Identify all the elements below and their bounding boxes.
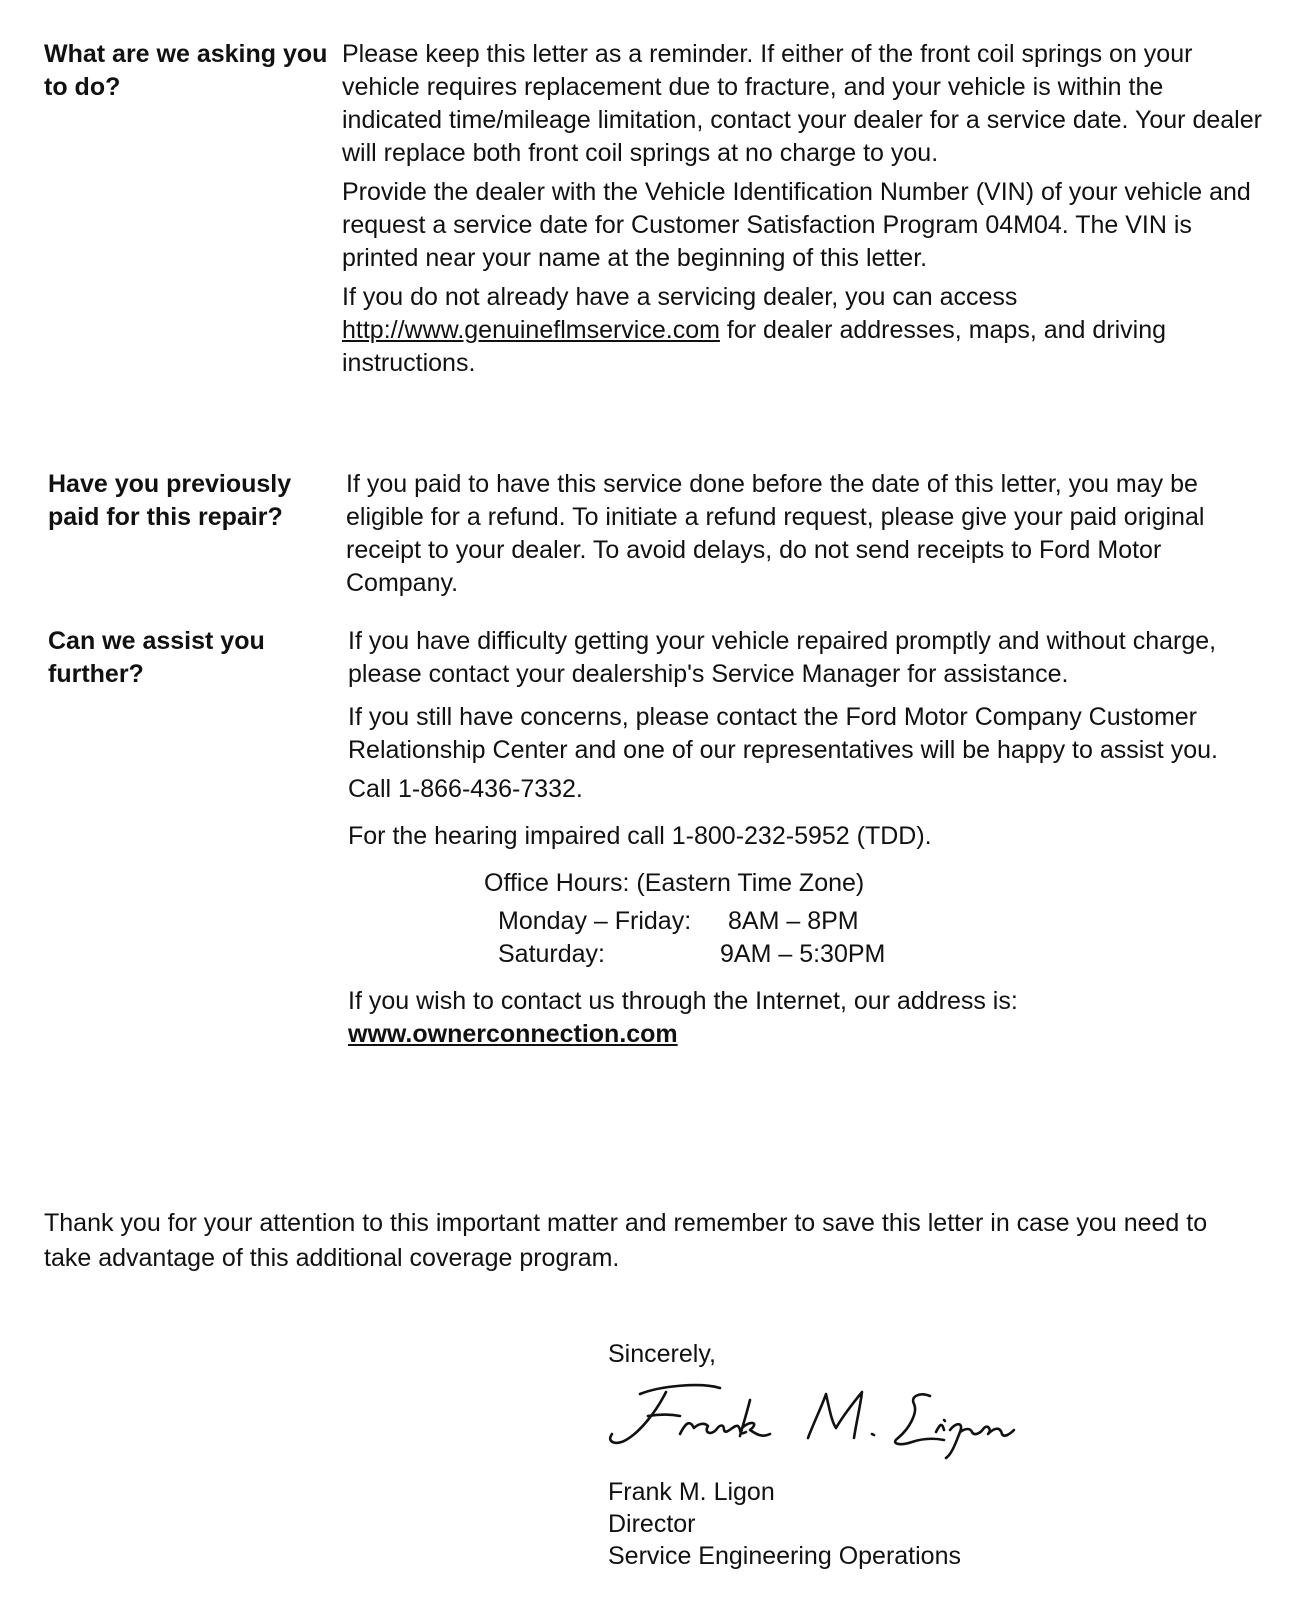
- web-address-line: [348, 1018, 1268, 1051]
- dealer-text-suffix: for dealer addresses, maps, and driving instructions.: [342, 316, 1167, 377]
- phone-line: Call 1-866-436-7332.: [348, 775, 583, 803]
- dealer-website-link[interactable]: http://www.genuineflmservice.com: [342, 316, 720, 344]
- paragraph: Provide the dealer with the Vehicle Identification Number (VIN) of your vehicle and request a service date for Customer Satisfaction Program 04M04. The VIN is printed near your name at the beginning of this letter.: [342, 178, 1251, 272]
- signer-block: [608, 1476, 961, 1572]
- tdd-line: For the hearing impaired call 1-800-232-5952 (TDD).: [348, 822, 932, 850]
- section-content: [348, 625, 1268, 1051]
- paragraph-dealer: [342, 281, 1262, 380]
- section-label: Have you previously paid for this repair?: [48, 470, 292, 531]
- hours-time: 9AM – 5:30PM: [720, 940, 886, 968]
- paragraph: If you have difficulty getting your vehicle repaired promptly and without charge, please contact your dealership's Service Manager for assistance.: [348, 627, 1217, 688]
- hours-row-weekday: [498, 905, 859, 938]
- signoff: Sincerely,: [608, 1340, 716, 1368]
- hours-day: Saturday:: [498, 940, 606, 968]
- closing-paragraph: Thank you for your attention to this important matter and remember to save this letter in case you need to take advantage of this additional coverage program.: [44, 1209, 1208, 1272]
- office-hours: [348, 867, 1268, 977]
- section-content: [342, 38, 1262, 386]
- signer-title: Director: [608, 1510, 696, 1538]
- paragraph: Please keep this letter as a reminder. If either of the front coil springs on your vehicle requires replacement due to fracture, and your vehicle is within the indicated time/mileage limitation, contact your dealer for a service date. Your dealer will replace both front coil springs at no charge to you.: [342, 40, 1262, 167]
- signer-department: Service Engineering Operations: [608, 1542, 961, 1570]
- section-content: [346, 468, 1266, 606]
- paragraph: If you still have concerns, please contact the Ford Motor Company Customer Relationship Center and one of our representatives will be happy to assist you.: [348, 703, 1218, 764]
- signature: [600, 1372, 1030, 1462]
- hours-row-saturday: [498, 938, 885, 971]
- hours-time: 8AM – 8PM: [728, 907, 859, 935]
- internet-line: If you wish to contact us through the Internet, our address is:: [348, 987, 1018, 1015]
- office-hours-title: Office Hours: (Eastern Time Zone): [484, 869, 865, 897]
- dealer-text-prefix: If you do not already have a servicing dealer, you can access: [342, 283, 1018, 311]
- owner-connection-link[interactable]: www.ownerconnection.com: [348, 1020, 678, 1048]
- hours-day: Monday – Friday:: [498, 907, 692, 935]
- section-label: What are we asking you to do?: [44, 40, 328, 101]
- paragraph: If you paid to have this service done before the date of this letter, you may be eligible for a refund. To initiate a refund request, please give your paid original receipt to your dealer. To avoid delays, do not send receipts to Ford Motor Company.: [346, 470, 1205, 597]
- signer-name: Frank M. Ligon: [608, 1478, 775, 1506]
- section-label: Can we assist you further?: [48, 627, 265, 688]
